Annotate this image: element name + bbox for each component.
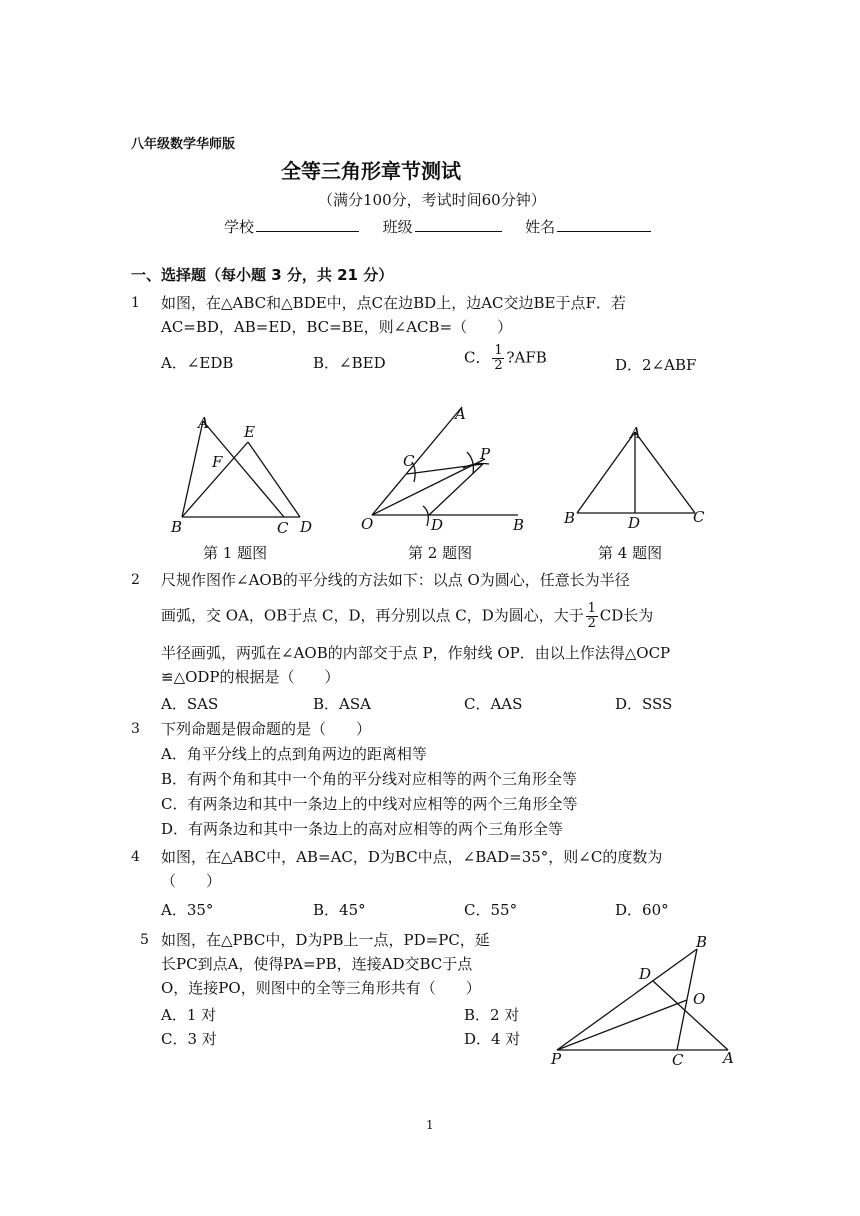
question-number: 2	[131, 572, 140, 588]
question-number: 5	[140, 932, 149, 948]
fig5-label-d: D	[639, 965, 652, 983]
q2-option-d[interactable]: D．SSS	[615, 695, 673, 713]
q3-option-d[interactable]: D．有两条边和其中一条边上的高对应相等的两个三角形全等	[161, 820, 564, 838]
q4-stem-line1: 如图，在△ABC中，AB=AC，D为BC中点，∠BAD=35°，则∠C的度数为	[161, 848, 663, 866]
fraction-numerator: 1	[494, 343, 503, 358]
fig5-label-c: C	[672, 1051, 684, 1069]
fraction-one-half	[586, 602, 598, 631]
fig5-label-o: O	[693, 990, 706, 1008]
fraction-denominator: 2	[494, 358, 503, 373]
fig4-label-b: B	[564, 509, 576, 527]
fig1-label-b: B	[171, 518, 183, 536]
class-blank[interactable]	[415, 215, 502, 232]
figure-4-caption: 第 4 题图	[598, 544, 663, 562]
page-subtitle: （满分100分，考试时间60分钟）	[318, 191, 546, 209]
figure-1-caption: 第 1 题图	[203, 544, 268, 562]
figure-4	[560, 420, 710, 538]
q2-stem-line3: 半径画弧，两弧在∠AOB的内部交于点 P，作射线 OP．由以上作法得△OCP	[161, 644, 671, 662]
fraction-one-half	[492, 344, 504, 373]
fig4-label-d: D	[628, 514, 641, 532]
question-number: 1	[131, 295, 140, 311]
school-blank[interactable]	[256, 215, 359, 232]
figure-1	[160, 405, 330, 540]
fig4-label-c: C	[693, 508, 705, 526]
figure-2-caption: 第 2 题图	[408, 544, 473, 562]
q2-option-a[interactable]: A．SAS	[161, 695, 219, 713]
q2-stem-line2-b: CD长为	[599, 606, 654, 625]
fig2-label-p: P	[480, 445, 491, 463]
grade-label: 八年级数学华师版	[131, 137, 236, 152]
q2-stem-line1: 尺规作图作∠AOB的平分线的方法如下：以点 O为圆心，任意长为半径	[161, 571, 630, 589]
q1-option-c-suffix: ?AFB	[506, 348, 547, 367]
q5-option-b[interactable]: B．2 对	[464, 1006, 520, 1024]
school-label: 学校	[224, 218, 255, 236]
q4-option-d[interactable]: D．60°	[615, 901, 669, 919]
page-title: 全等三角形章节测试	[281, 159, 461, 183]
q4-option-b[interactable]: B．45°	[313, 901, 366, 919]
figure-5	[545, 930, 745, 1072]
fraction-numerator: 1	[587, 601, 596, 616]
q5-option-c[interactable]: C．3 对	[161, 1030, 217, 1048]
fig2-label-b: B	[513, 516, 525, 534]
q1-stem-line1: 如图，在△ABC和△BDE中，点C在边BD上，边AC交边BE于点F．若	[161, 294, 626, 312]
q2-option-c[interactable]: C．AAS	[464, 695, 523, 713]
fig4-label-a: A	[630, 424, 641, 442]
fig1-label-f: F	[212, 453, 223, 471]
question-number: 3	[131, 721, 140, 737]
q5-stem-line3: O，连接PO，则图中的全等三角形共有（ ）	[161, 979, 481, 997]
fig1-label-d: D	[300, 518, 313, 536]
figure-2	[355, 402, 535, 540]
fig5-label-a: A	[723, 1049, 734, 1067]
class-label: 班级	[382, 218, 413, 236]
q2-stem-line2-a: 画弧，交 OA，OB于点 C，D，再分别以点 C，D为圆心，大于	[161, 606, 584, 625]
q1-option-b[interactable]: B．∠BED	[313, 354, 386, 372]
fig1-label-c: C	[277, 519, 289, 537]
q1-stem-line2: AC=BD，AB=ED，BC=BE，则∠ACB=（ ）	[161, 318, 513, 336]
q2-stem-line2	[161, 602, 653, 631]
fig5-label-p: P	[551, 1050, 562, 1068]
fig2-label-o: O	[361, 515, 374, 533]
q3-option-c[interactable]: C．有两条边和其中一条边上的中线对应相等的两个三角形全等	[161, 795, 578, 813]
fig1-label-e: E	[244, 423, 255, 441]
fraction-denominator: 2	[587, 616, 596, 631]
q3-option-b[interactable]: B．有两个角和其中一个角的平分线对应相等的两个三角形全等	[161, 770, 578, 788]
section-heading: 一、选择题（每小题 3 分，共 21 分）	[131, 266, 394, 284]
fig1-label-a: A	[198, 414, 209, 432]
q4-option-a[interactable]: A．35°	[161, 901, 214, 919]
q5-stem-line2: 长PC到点A，使得PA=PB，连接AD交BC于点	[161, 955, 473, 973]
q2-option-b[interactable]: B．ASA	[313, 695, 371, 713]
q1-option-a[interactable]: A．∠EDB	[161, 354, 234, 372]
name-label: 姓名	[525, 218, 556, 236]
q3-stem: 下列命题是假命题的是（ ）	[161, 720, 372, 738]
q1-option-c-prefix: C．	[464, 348, 491, 367]
fig2-label-a: A	[455, 405, 466, 423]
q1-option-d[interactable]: D．2∠ABF	[615, 356, 697, 374]
name-blank[interactable]	[557, 215, 651, 232]
fig2-label-c: C	[403, 452, 415, 470]
q4-stem-line2: （ ）	[161, 872, 222, 890]
fig5-label-b: B	[696, 933, 708, 951]
info-fields	[224, 215, 651, 238]
q2-stem-line4: ≌△ODP的根据是（ ）	[161, 668, 340, 686]
fig2-label-d: D	[431, 516, 444, 534]
q5-option-a[interactable]: A．1 对	[161, 1006, 217, 1024]
q4-option-c[interactable]: C．55°	[464, 901, 518, 919]
q5-option-d[interactable]: D．4 对	[464, 1030, 521, 1048]
q3-option-a[interactable]: A．角平分线上的点到角两边的距离相等	[161, 745, 427, 763]
page-number: 1	[426, 1118, 434, 1132]
q5-stem-line1: 如图，在△PBC中，D为PB上一点，PD=PC，延	[161, 931, 490, 949]
question-number: 4	[131, 849, 140, 865]
q1-option-c[interactable]	[464, 344, 547, 373]
